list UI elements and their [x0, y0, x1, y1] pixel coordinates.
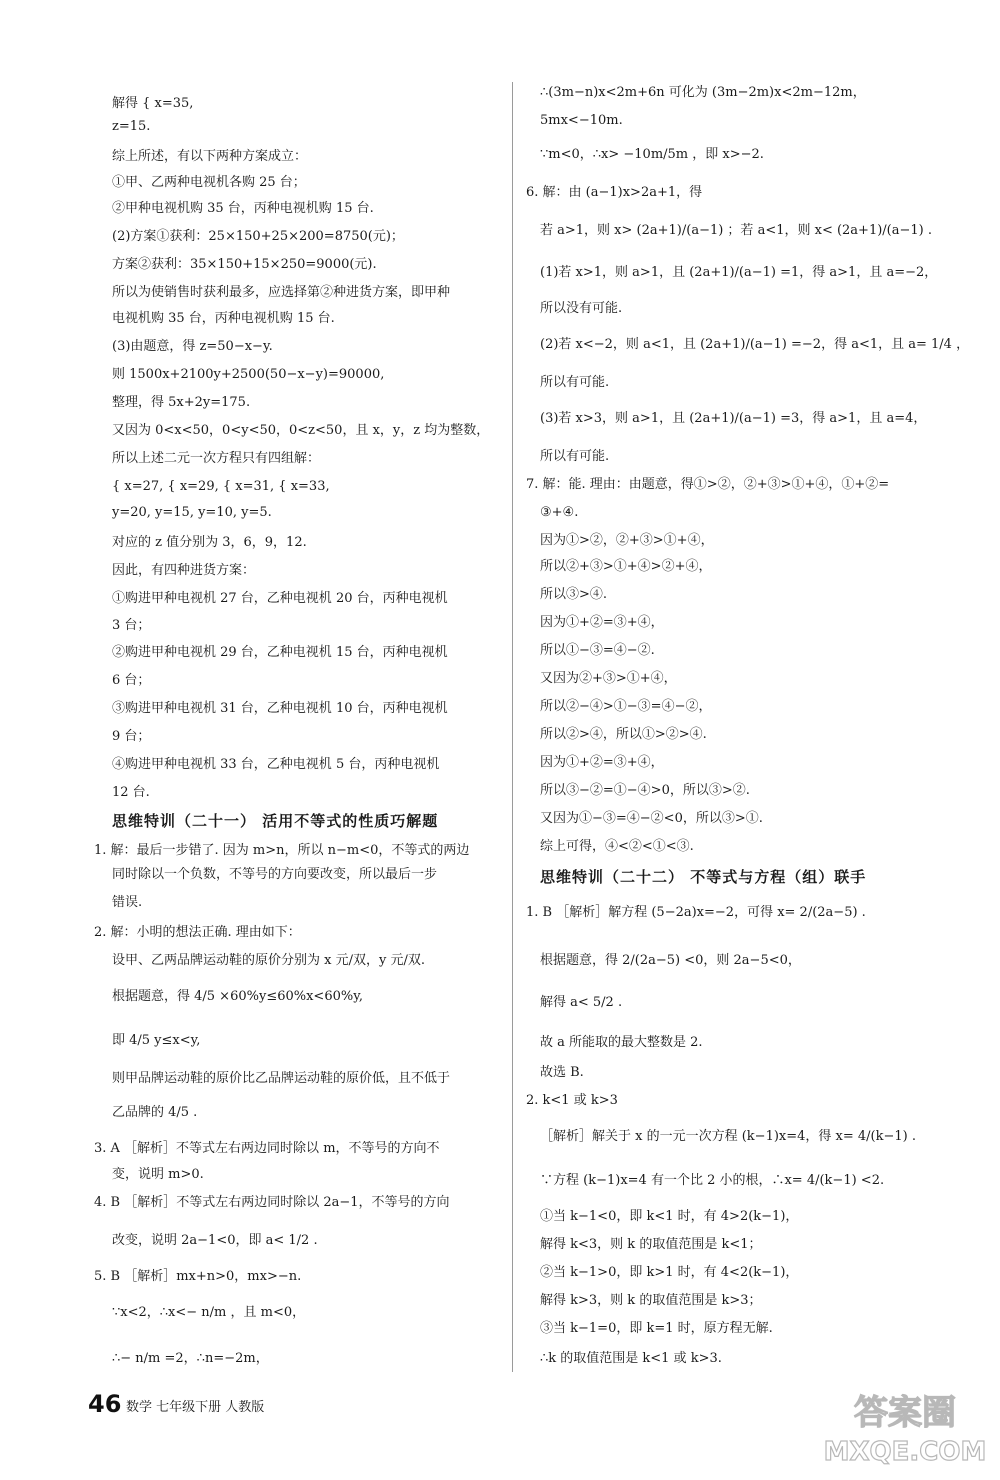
- text-line: ②当 k−1>0，即 k>1 时，有 4<2(k−1)，: [540, 1265, 799, 1280]
- text-line: 整理，得 5x+2y=175.: [112, 395, 251, 410]
- text-line: 则 1500x+2100y+2500(50−x−y)=90000,: [112, 367, 385, 382]
- text-line: (3)若 x>3，则 a>1，且 (2a+1)/(a−1) =3，得 a>1，且 a=4，: [540, 411, 927, 426]
- text-line: 解得 k>3，则 k 的取值范围是 k>3；: [540, 1293, 762, 1308]
- text-line: 4. B ［解析］不等式左右两边同时除以 2a−1，不等号的方向: [94, 1195, 450, 1210]
- text-line: z=15.: [112, 119, 151, 134]
- text-line: ∵方程 (k−1)x=4 有一个比 2 小的根，∴x= 4/(k−1) <2.: [540, 1173, 885, 1188]
- text-line: ②甲种电视机购 35 台，丙种电视机购 15 台.: [112, 201, 374, 216]
- text-line: 根据题意，得 4/5 ×60%y≤60%x<60%y,: [112, 989, 363, 1004]
- text-line: 1. B ［解析］解方程 (5−2a)x=−2，可得 x= 2/(2a−5) .: [526, 905, 866, 920]
- text-line: y=20, y=15, y=10, y=5.: [112, 505, 272, 520]
- text-line: 所以③>④.: [540, 587, 608, 602]
- watermark-logo: [820, 1388, 990, 1468]
- page-number: 46: [88, 1390, 122, 1418]
- text-line: (3)由题意，得 z=50−x−y.: [112, 339, 273, 354]
- text-line: 7. 解：能. 理由：由题意，得①>②，②+③>①+④，①+②=: [526, 477, 890, 492]
- text-line: 则甲品牌运动鞋的原价比乙品牌运动鞋的原价低，且不低于: [112, 1071, 451, 1086]
- text-line: 5. B ［解析］mx+n>0，mx>−n.: [94, 1269, 302, 1284]
- text-line: 3. A ［解析］不等式左右两边同时除以 m，不等号的方向不: [94, 1141, 440, 1156]
- text-line: 所以没有可能.: [540, 301, 623, 316]
- text-line: ∴(3m−n)x<2m+6n 可化为 (3m−2m)x<2m−12m，: [540, 85, 866, 100]
- column-divider: [512, 82, 513, 1372]
- text-line: 所以有可能.: [540, 375, 610, 390]
- text-line: 3 台；: [112, 618, 151, 633]
- text-line: 错误.: [112, 895, 143, 910]
- text-line: ②购进甲种电视机 29 台，乙种电视机 15 台，丙种电视机: [112, 645, 448, 660]
- text-line: 对应的 z 值分别为 3，6，9，12.: [112, 535, 307, 550]
- text-line: 因此，有四种进货方案：: [112, 563, 256, 578]
- text-line: 6 台；: [112, 673, 151, 688]
- text-line: ④购进甲种电视机 33 台，乙种电视机 5 台，丙种电视机: [112, 757, 440, 772]
- text-line: 故选 B.: [540, 1065, 584, 1080]
- text-line: 2. k<1 或 k>3: [526, 1093, 618, 1108]
- section-heading: 思维特训（二十二） 不等式与方程（组）联手: [540, 868, 867, 886]
- text-line: ［解析］解关于 x 的一元一次方程 (k−1)x=4，得 x= 4/(k−1) .: [540, 1129, 916, 1144]
- text-line: 所以②−④>①−③=④−②，: [540, 699, 712, 714]
- text-line: ∵x<2，∴x<− n/m ，且 m<0，: [112, 1305, 306, 1320]
- text-line: 同时除以一个负数，不等号的方向要改变，所以最后一步: [112, 867, 438, 882]
- text-line: 所以②+③>①+④>②+④，: [540, 559, 712, 574]
- text-line: (2)若 x<−2，则 a<1，且 (2a+1)/(a−1) =−2，得 a<1，且 a= 1/4 ，: [540, 337, 970, 352]
- watermark-text-bottom: MXQE.COM: [823, 1437, 987, 1467]
- text-line: 因为①>②，②+③>①+④，: [540, 533, 714, 548]
- text-line: 所以①−③=④−②.: [540, 643, 655, 658]
- text-line: 因为①+②=③+④，: [540, 755, 664, 770]
- text-line: 设甲、乙两品牌运动鞋的原价分别为 x 元/双，y 元/双.: [112, 953, 425, 968]
- text-line: 又因为 0<x<50，0<y<50，0<z<50，且 x，y，z 均为整数，: [112, 423, 490, 438]
- text-line: 解得 k<3，则 k 的取值范围是 k<1；: [540, 1237, 762, 1252]
- text-line: 又因为①−③=④−②<0，所以③>①.: [540, 811, 763, 826]
- text-line: 因为①+②=③+④，: [540, 615, 664, 630]
- text-line: 乙品牌的 4/5 .: [112, 1105, 198, 1120]
- text-line: ①购进甲种电视机 27 台，乙种电视机 20 台，丙种电视机: [112, 591, 448, 606]
- text-line: 综上所述，有以下两种方案成立：: [112, 149, 308, 164]
- text-line: 所以②>④，所以①>②>④.: [540, 727, 707, 742]
- text-line: ∴k 的取值范围是 k<1 或 k>3.: [540, 1351, 722, 1366]
- text-line: 解得 { x=35,: [112, 96, 194, 111]
- text-line: 所以③−②=①−④>0，所以③>②.: [540, 783, 750, 798]
- text-line: ③+④.: [540, 505, 579, 520]
- text-line: 9 台；: [112, 729, 151, 744]
- text-line: ∵m<0，∴x> −10m/5m ，即 x>−2.: [540, 147, 764, 162]
- text-line: 2. 解：小明的想法正确. 理由如下：: [94, 925, 301, 940]
- text-line: (1)若 x>1，则 a>1，且 (2a+1)/(a−1) =1，得 a>1，且 a=−2，: [540, 265, 938, 280]
- text-line: ③购进甲种电视机 31 台，乙种电视机 10 台，丙种电视机: [112, 701, 448, 716]
- text-line: 若 a>1，则 x> (2a+1)/(a−1) ；若 a<1，则 x< (2a+1)/(a−1) .: [540, 223, 932, 238]
- text-line: 又因为②+③>①+④，: [540, 671, 677, 686]
- text-line: 电视机购 35 台，丙种电视机购 15 台.: [112, 311, 335, 326]
- text-line: 6. 解：由 (a−1)x>2a+1，得: [526, 185, 703, 200]
- text-line: (2)方案①获利：25×150+25×200=8750(元)；: [112, 229, 404, 244]
- text-line: 故 a 所能取的最大整数是 2.: [540, 1035, 703, 1050]
- text-line: 1. 解：最后一步错了. 因为 m>n，所以 n−m<0，不等式的两边: [94, 843, 470, 858]
- text-line: 综上可得，④<②<①<③.: [540, 839, 694, 854]
- book-info: 数学 七年级下册 人教版: [126, 1400, 265, 1415]
- text-line: 所以上述二元一次方程只有四组解：: [112, 451, 321, 466]
- text-line: ①当 k−1<0，即 k<1 时，有 4>2(k−1)，: [540, 1209, 799, 1224]
- text-line: 解得 a< 5/2 .: [540, 995, 623, 1010]
- text-line: 即 4/5 y≤x<y,: [112, 1033, 201, 1048]
- watermark-text-top: 答案圈: [854, 1393, 956, 1433]
- text-line: 变，说明 m>0.: [112, 1167, 204, 1182]
- text-line: ③当 k−1=0，即 k=1 时，原方程无解.: [540, 1321, 773, 1336]
- text-line: 所以有可能.: [540, 449, 610, 464]
- text-line: 12 台.: [112, 785, 150, 800]
- text-line: { x=27, { x=29, { x=31, { x=33,: [112, 479, 330, 494]
- section-heading: 思维特训（二十一） 活用不等式的性质巧解题: [112, 812, 439, 830]
- text-line: 所以为使销售时获利最多，应选择第②种进货方案，即甲种: [112, 285, 451, 300]
- text-line: ①甲、乙两种电视机各购 25 台；: [112, 175, 306, 190]
- text-line: 方案②获利：35×150+15×250=9000(元).: [112, 257, 377, 272]
- text-line: 5mx<−10m.: [540, 113, 623, 128]
- text-line: 根据题意，得 2/(2a−5) <0，则 2a−5<0，: [540, 953, 801, 968]
- text-line: 改变，说明 2a−1<0，即 a< 1/2 .: [112, 1233, 318, 1248]
- text-line: ∴− n/m =2，∴n=−2m，: [112, 1351, 269, 1366]
